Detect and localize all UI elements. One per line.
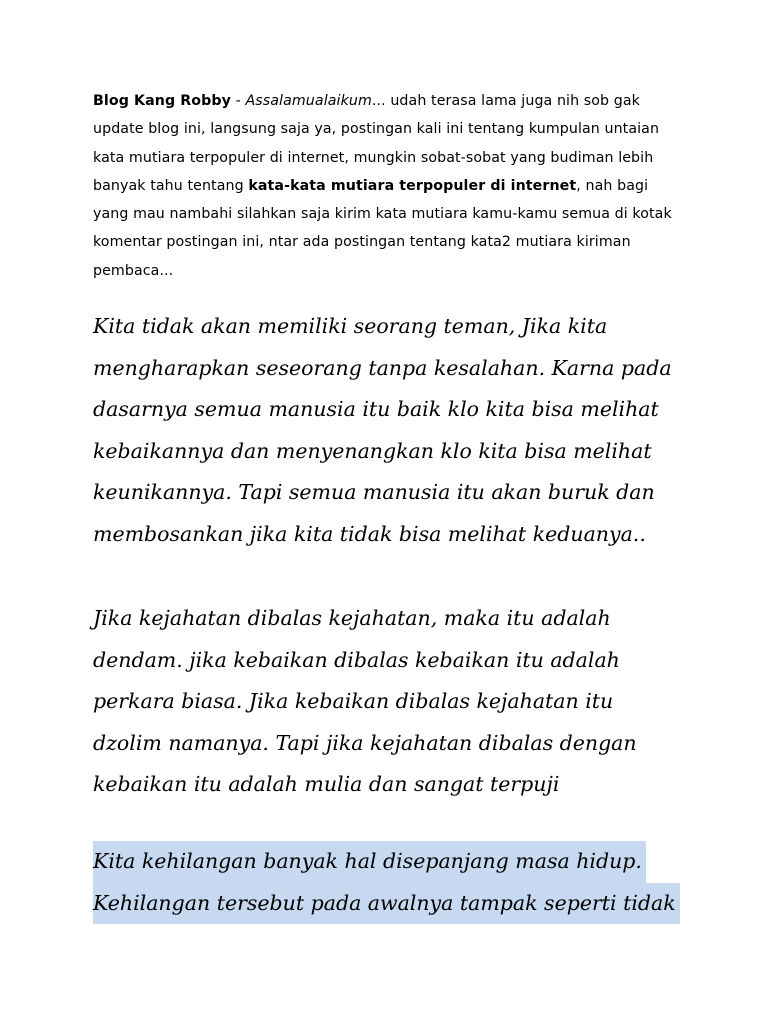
keyword-link: kata-kata mutiara terpopuler di internet	[248, 177, 577, 194]
quote-3-line-1: Kita kehilangan banyak hal disepanjang masa hidup.	[93, 841, 646, 883]
greeting: Assalamualaikum	[245, 93, 372, 109]
intro-text-part2: , nah bagi yang mau nambahi silahkan saja kirim kata mutiara kamu-kamu semua di kotak komentar postingan ini, ntar ada postingan tentang kata2 mutiara kiriman pembaca...	[93, 177, 672, 279]
title-dash: -	[231, 93, 246, 109]
quote-2: Jika kejahatan dibalas kejahatan, maka itu adalah dendam. jika kebaikan dibalas kebaikan itu adalah perkara biasa. Jika kebaikan dibalas kejahatan itu dzolim namanya. Tapi jika kejahatan dibalas dengan kebaikan itu adalah mulia dan sangat terpuji	[93, 606, 637, 797]
quote-3-highlighted	[93, 841, 683, 924]
intro-paragraph	[93, 87, 683, 285]
blog-name: Blog Kang Robby	[93, 93, 232, 109]
quote-3-line-2: Kehilangan tersebut pada awalnya tampak seperti tidak	[93, 883, 680, 925]
intro-text-part1: ... udah terasa lama juga nih sob gak update blog ini, langsung saja ya, postingan kali ini tentang kumpulan untaian kata mutiara terpopuler di internet, mungkin sobat-sobat yang budiman lebih banyak tahu tentang	[93, 93, 660, 194]
quote-1: Kita tidak akan memiliki seorang teman, Jika kita mengharapkan seseorang tanpa kesalahan. Karna pada dasarnya semua manusia itu baik klo kita bisa melihat kebaikannya dan menyenangkan klo kita bisa melihat keunikannya. Tapi semua manusia itu akan buruk dan membosankan jika kita tidak bisa melihat keduanya..	[93, 314, 672, 546]
